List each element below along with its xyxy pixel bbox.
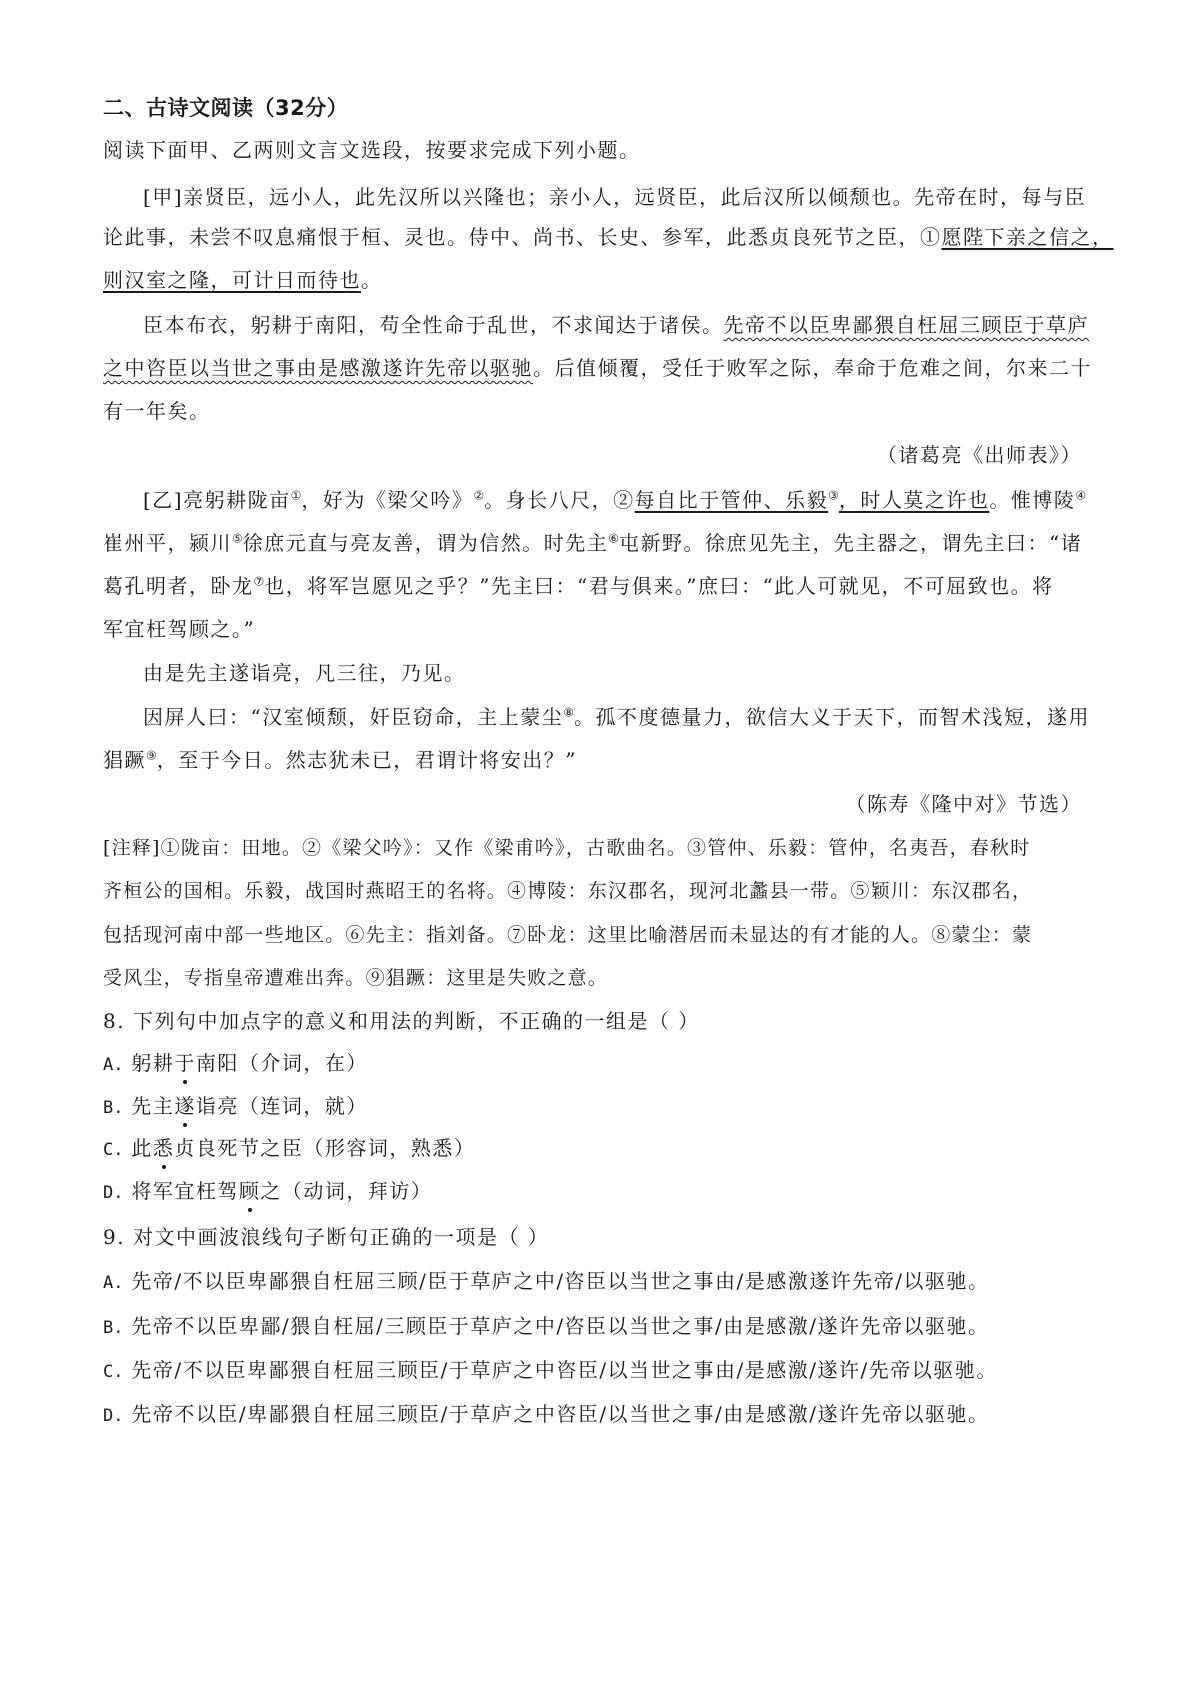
yi-text: 猖蹶 bbox=[103, 748, 146, 772]
q8-option-c[interactable] bbox=[103, 1133, 475, 1165]
q9-option-b[interactable] bbox=[103, 1311, 990, 1343]
option-letter: A. bbox=[103, 1273, 124, 1293]
note-ref-2: ② bbox=[473, 488, 485, 503]
instructions: 阅读下面甲、乙两则文言文选段，按要求完成下列小题。 bbox=[103, 138, 641, 162]
note-ref-6: ⑥ bbox=[608, 531, 620, 546]
yi-p3-line-2 bbox=[103, 745, 577, 775]
option-letter: B. bbox=[103, 1318, 124, 1338]
note-ref-5: ⑤ bbox=[232, 531, 243, 546]
yi-p2: 由是先主遂诣亮，凡三往，乃见。 bbox=[143, 661, 466, 685]
notes-line-1: [注释]①陇亩：田地。②《梁父吟》：又作《梁甫吟》，古歌曲名。③管仲、乐毅：管仲，名夷吾，春秋时 bbox=[103, 837, 1031, 859]
yi-text: 。惟博陵 bbox=[989, 488, 1076, 512]
yi-line-1 bbox=[143, 485, 1086, 515]
yi-text: 徐庶元直与亮友善，谓为信然。时先主 bbox=[242, 531, 609, 555]
option-letter: A. bbox=[103, 1055, 124, 1075]
jia-sentence-mark-1: ① bbox=[920, 225, 942, 249]
yi-line-4: 军宜枉驾顾之。” bbox=[103, 617, 256, 641]
dotted-char: 悉 bbox=[153, 1133, 175, 1163]
q8-option-d[interactable] bbox=[103, 1176, 432, 1208]
jia-line-2 bbox=[103, 222, 1114, 252]
option-text: 南阳（介词，在） bbox=[195, 1051, 368, 1075]
jia-source: （诸葛亮《出师表》） bbox=[877, 443, 1082, 467]
underlined-sentence-2a: 每自比于管仲、乐毅 bbox=[634, 488, 829, 512]
note-ref-4: ④ bbox=[1075, 488, 1087, 503]
note-ref-1: ① bbox=[290, 488, 302, 503]
note-ref-8: ⑧ bbox=[563, 705, 574, 720]
yi-text: 。身长八尺， bbox=[484, 488, 614, 512]
q8-option-a[interactable] bbox=[103, 1048, 368, 1080]
option-text: 诣亮（连词，就） bbox=[195, 1094, 368, 1118]
notes-line-4: 受风尘，专指皇帝遭难出奔。⑨猖蹶：这里是失败之意。 bbox=[103, 967, 609, 989]
q8-stem: 8. 下列句中加点字的意义和用法的判断，不正确的一组是（ ） bbox=[103, 1009, 700, 1033]
jia-line-2-text: 论此事，未尝不叹息痛恨于桓、灵也。侍中、尚书、长史、参军，此悉贞良死节之臣， bbox=[103, 225, 920, 249]
underlined-sentence-1a: 愿陛下亲之信之， bbox=[941, 225, 1114, 249]
option-letter: B. bbox=[103, 1098, 124, 1118]
option-text: 之（动词，拜访） bbox=[260, 1179, 433, 1203]
option-text: 躬耕 bbox=[131, 1051, 175, 1075]
jia-p2-line-2-text: 。后值倾覆，受任于败军之际，奉命于危难之间，尔来二十 bbox=[533, 356, 1092, 380]
note-ref-9: ⑨ bbox=[146, 748, 157, 763]
dotted-char: 顾 bbox=[239, 1176, 261, 1206]
yi-text: [乙]亮躬耕陇亩 bbox=[143, 488, 291, 512]
jia-p2-line-2 bbox=[103, 353, 1092, 383]
section-title: 二、古诗文阅读（32分） bbox=[103, 96, 349, 120]
option-letter: D. bbox=[103, 1406, 124, 1426]
jia-line-1: [甲]亲贤臣，远小人，此先汉所以兴隆也；亲小人，远贤臣，此后汉所以倾颓也。先帝在时，每与臣 bbox=[143, 185, 1087, 209]
notes-line-2: 齐桓公的国相。乐毅，战国时燕昭王的名将。④博陵：东汉郡名，现河北蠡县一带。⑤颖川：东汉郡名， bbox=[103, 880, 1033, 902]
yi-text: 因屏人曰：“汉室倾颓，奸臣窃命，主上蒙尘 bbox=[143, 705, 564, 729]
yi-source: （陈寿《隆中对》节选） bbox=[845, 792, 1082, 816]
underlined-sentence-1b: 则汉室之隆，可计日而待也 bbox=[103, 268, 361, 292]
yi-line-3 bbox=[103, 571, 1054, 601]
notes-line-3: 包括现河南中部一些地区。⑥先主：指刘备。⑦卧龙：这里比喻潜居而未显达的有才能的人。⑧蒙尘：蒙 bbox=[103, 924, 1033, 946]
jia-p2-text: 臣本布衣，躬耕于南阳，苟全性命于乱世，不求闻达于诸侯。 bbox=[143, 313, 724, 337]
option-text: 先帝/不以臣卑鄙猥自枉屈三顾/臣于草庐之中/咨臣以当世之事由/是感激遂许先帝/以驱驰。 bbox=[131, 1269, 990, 1293]
option-text: 先帝不以臣/卑鄙猥自枉屈三顾臣/于草庐之中咨臣/以当世之事/由是感激/遂许先帝以驱驰。 bbox=[131, 1402, 990, 1426]
option-text: 贞良死节之臣（形容词，熟悉） bbox=[174, 1136, 476, 1160]
yi-text: 。孤不度德量力，欲信大义于天下，而智术浅短，遂用 bbox=[574, 705, 1090, 729]
jia-p2-line-3: 有一年矣。 bbox=[103, 399, 211, 423]
dotted-char: 遂 bbox=[174, 1091, 196, 1121]
underlined-sentence-2b: ，时人莫之许也 bbox=[838, 488, 990, 512]
yi-line-2 bbox=[103, 528, 1082, 558]
yi-p3-line-1 bbox=[143, 702, 1090, 732]
option-text: 先帝/不以臣卑鄙猥自枉屈三顾臣/于草庐之中咨臣/以当世之事由/是感激/遂许/先帝以驱驰。 bbox=[131, 1358, 998, 1382]
jia-line-3 bbox=[103, 265, 383, 295]
option-text: 先主 bbox=[131, 1094, 175, 1118]
q9-stem: 9. 对文中画波浪线句子断句正确的一项是（ ） bbox=[103, 1225, 550, 1249]
jia-line-3-end: 。 bbox=[361, 268, 383, 292]
yi-text: 崔州平，颍川 bbox=[103, 531, 232, 555]
wavy-sentence-a: 先帝不以臣卑鄙猥自枉屈三顾臣于草庐 bbox=[723, 313, 1089, 337]
yi-text: ，至于今日。然志犹未已，君谓计将安出？” bbox=[156, 748, 577, 772]
wavy-sentence-b: 之中咨臣以当世之事由是感激遂许先帝以驱驰 bbox=[103, 356, 533, 380]
jia-p2-line-1 bbox=[143, 310, 1089, 340]
yi-text: 葛孔明者，卧龙 bbox=[103, 574, 254, 598]
yi-text: 屯新野。徐庶见先主，先主器之，谓先主曰：“诸 bbox=[619, 531, 1083, 555]
option-letter: C. bbox=[103, 1362, 124, 1382]
option-letter: D. bbox=[103, 1183, 124, 1203]
yi-text: ，好为《梁父吟》 bbox=[301, 488, 474, 512]
note-ref-7: ⑦ bbox=[253, 574, 265, 589]
q9-option-a[interactable] bbox=[103, 1266, 990, 1298]
option-letter: C. bbox=[103, 1140, 124, 1160]
dotted-char: 于 bbox=[174, 1048, 196, 1078]
yi-sentence-mark-2: ② bbox=[613, 488, 635, 512]
option-text: 此 bbox=[131, 1136, 153, 1160]
q9-option-c[interactable] bbox=[103, 1355, 998, 1387]
yi-text: 也，将军岂愿见之乎？”先主曰：“君与俱来。”庶曰：“此人可就见，不可屈致也。将 bbox=[264, 574, 1054, 598]
q9-option-d[interactable] bbox=[103, 1399, 990, 1431]
q8-option-b[interactable] bbox=[103, 1091, 368, 1123]
option-text: 先帝不以臣卑鄙/猥自枉屈/三顾臣于草庐之中/咨臣以当世之事/由是感激/遂许先帝以驱驰。 bbox=[131, 1314, 990, 1338]
note-ref-3: ③ bbox=[828, 488, 839, 503]
option-text: 将军宜枉驾 bbox=[131, 1179, 239, 1203]
